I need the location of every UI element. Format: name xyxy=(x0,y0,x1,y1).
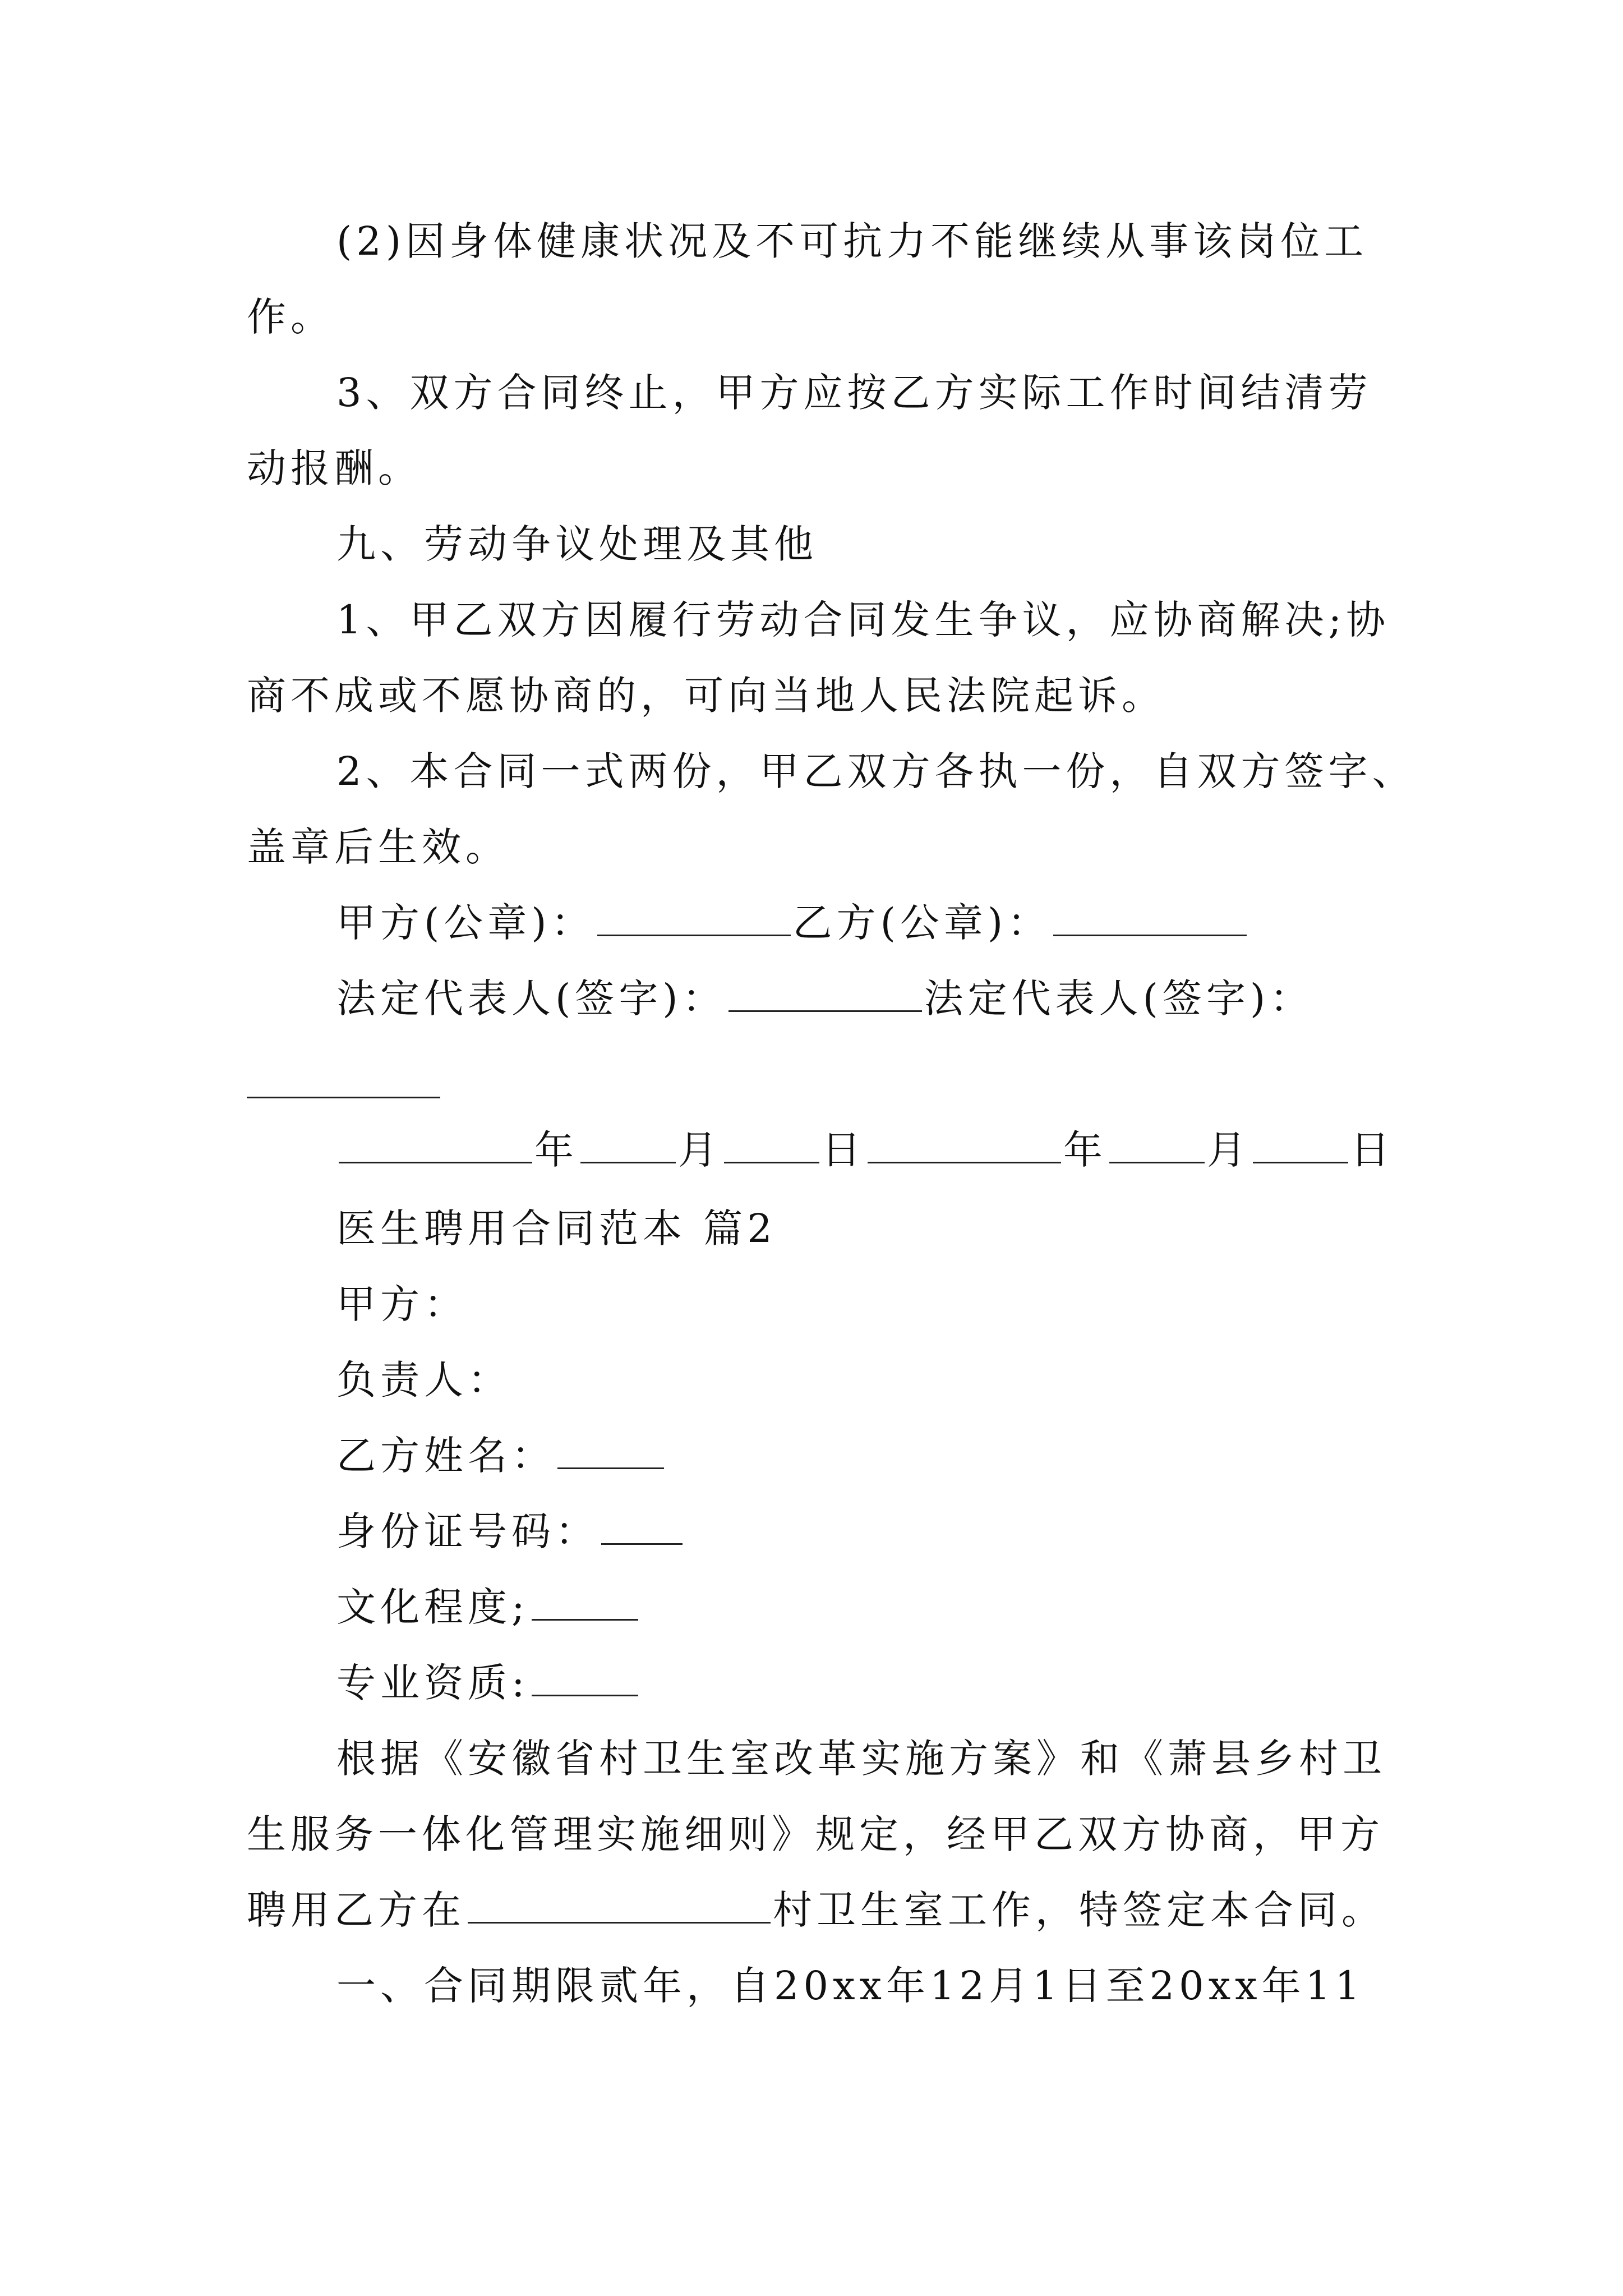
field-label: 乙方姓名： xyxy=(336,1433,555,1479)
month-label: 月 xyxy=(678,1127,722,1173)
year-blank xyxy=(339,1127,532,1163)
paragraph-line: 盖章后生效。 xyxy=(247,824,509,870)
field-responsible-person: 负责人： xyxy=(336,1357,511,1403)
paragraph-line: 1、甲乙双方因履行劳动合同发生争议，应协商解决;协 xyxy=(336,597,1390,643)
party-b-rep-blank xyxy=(247,1097,440,1098)
section-heading: 九、劳动争议处理及其他 xyxy=(336,521,818,567)
month-label: 月 xyxy=(1207,1127,1251,1173)
party-a-rep-blank xyxy=(728,976,922,1012)
field-label: 身份证号码： xyxy=(336,1508,599,1554)
day-blank xyxy=(724,1127,819,1163)
field-qualification xyxy=(336,1655,640,1711)
year-label: 年 xyxy=(534,1127,578,1173)
paragraph-line: 商不成或不愿协商的，可向当地人民法院起诉。 xyxy=(247,673,1165,719)
day-blank xyxy=(1253,1127,1348,1163)
party-b-seal-label: 乙方(公章)： xyxy=(792,900,1052,946)
signature-line-party-a xyxy=(336,895,1249,951)
text-segment: 聘用乙方在 xyxy=(247,1887,465,1933)
paragraph-line: 生服务一体化管理实施细则》规定，经甲乙双方协商，甲方 xyxy=(247,1811,1384,1857)
year-label: 年 xyxy=(1063,1127,1107,1173)
party-b-rep-label: 法定代表人(签字)： xyxy=(924,976,1314,1022)
month-blank xyxy=(1109,1127,1205,1163)
paragraph-line xyxy=(247,1882,1385,1938)
paragraph-line: (2)因身体健康状况及不可抗力不能继续从事该岗位工 xyxy=(336,218,1368,264)
field-party-b-name xyxy=(336,1428,666,1484)
party-a-rep-label: 法定代表人(签字)： xyxy=(336,976,726,1022)
party-b-seal-blank xyxy=(1053,900,1247,936)
field-blank xyxy=(532,1660,638,1696)
paragraph-line: 动报酬。 xyxy=(247,445,422,491)
field-blank xyxy=(532,1584,638,1621)
document-title: 医生聘用合同范本 篇2 xyxy=(336,1205,777,1251)
day-label: 日 xyxy=(822,1127,865,1173)
text-segment: 村卫生室工作，特签定本合同。 xyxy=(773,1887,1385,1933)
year-blank xyxy=(868,1127,1061,1163)
field-blank xyxy=(557,1433,664,1469)
field-label: 专业资质: xyxy=(336,1660,529,1706)
paragraph-line: 2、本合同一式两份，甲乙双方各执一份，自双方签字、 xyxy=(336,748,1416,794)
date-line xyxy=(336,1122,1394,1178)
party-a-seal-blank xyxy=(597,900,791,936)
paragraph-line: 根据《安徽省村卫生室改革实施方案》和《萧县乡村卫 xyxy=(336,1736,1386,1782)
month-blank xyxy=(580,1127,676,1163)
paragraph-line: 一、合同期限贰年，自20xx年12月1日至20xx年11 xyxy=(336,1963,1364,2009)
field-label: 文化程度; xyxy=(336,1584,529,1630)
field-blank xyxy=(601,1508,683,1545)
signature-line-representative xyxy=(336,970,1313,1027)
field-id-number xyxy=(336,1503,685,1559)
paragraph-line: 3、双方合同终止，甲方应按乙方实际工作时间结清劳 xyxy=(336,370,1372,416)
field-education xyxy=(336,1579,640,1635)
day-label: 日 xyxy=(1350,1127,1394,1173)
paragraph-line: 作。 xyxy=(247,294,334,340)
party-a-seal-label: 甲方(公章)： xyxy=(336,900,595,946)
village-clinic-blank xyxy=(468,1887,771,1924)
field-party-a: 甲方： xyxy=(336,1281,468,1327)
